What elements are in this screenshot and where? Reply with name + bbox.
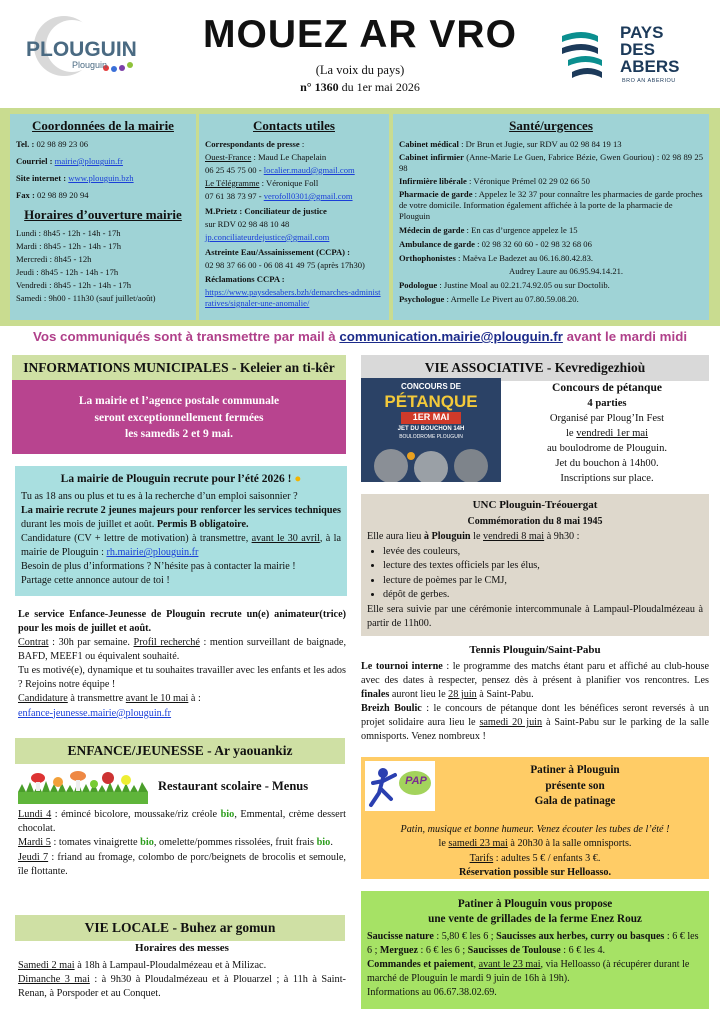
communication-email-link[interactable]: communication.mairie@plouguin.fr — [339, 329, 563, 344]
patinage-title: Patiner à Plouguin présente son Gala de patinage — [530, 764, 620, 808]
sun-icon: ● — [294, 473, 302, 485]
unc-title: UNC Plouguin-Tréouergat — [472, 499, 598, 511]
mairie-courriel: Courriel : mairie@plouguin.fr — [16, 155, 123, 166]
logo-word-des: DES — [620, 40, 655, 59]
reclamations-label: Réclamations CCPA : — [205, 273, 285, 284]
ouest-france: Ouest-France : Maud Le Chapelain — [205, 151, 327, 162]
mairie-site: Site internet : www.plouguin.bzh — [16, 172, 134, 183]
sante-item: Pharmacie de garde : Appelez le 32 37 pour connaître les pharmacies de garde proches de votre domicile. Information également affichée à la porte de la pharmacie de Plouguin — [399, 188, 703, 221]
patinage-text: Patin, musique et bonne humeur. Venez écouter les tubes de l’été ! le samedi 23 mai à 20h30 à la salle omnisports. Tarifs : adultes 5 € / enfants 3 €. Réservation possible sur Helloasso. — [400, 824, 670, 879]
sante-item: Infirmière libérale : Véronique Prémel 02 29 02 66 50 — [399, 175, 590, 186]
newsletter-subtitle: (La voix du pays) — [315, 63, 405, 77]
sante-title: Santé/urgences — [509, 118, 593, 133]
sante-item: Podologue : Justine Moal au 02.21.74.92.05 ou sur Doctolib. — [399, 279, 610, 290]
ouest-france-contact: 06 25 45 75 00 - localier.maud@gmail.com — [205, 164, 355, 175]
issue-line — [150, 80, 570, 96]
recruitment-box: La mairie de Plouguin recrute pour l’été 2026 ! ● Tu as 18 ans ou plus et tu es à la recherche d’un emploi saisonnier ? La mairie recrute 2 jeunes majeurs pour renforcer les services techniques durant les mois de juillet et août. Permis B obligatoire. Candidature (CV + lettre de motivation) à transmettre, avant le 30 avril, à la mairie de Plouguin : rh.mairie@plouguin.fr Besoin de plus d’informations ? N’hésite pas à contacter la mairie ! Partage cette annonce autour de toi ! — [15, 466, 347, 596]
hours-item: Samedi : 9h00 - 11h30 (sauf juillet/août) — [16, 292, 156, 303]
tennis-title: Tennis Plouguin/Saint-Pabu — [469, 644, 601, 656]
astreinte-label: Astreinte Eau/Assainissement (CCPA) : — [205, 246, 351, 257]
unc-list-item: • levée des couleurs, — [383, 545, 703, 559]
logo-tagline: BRO AN ABERIOU — [622, 78, 676, 84]
mairie-email-link[interactable]: mairie@plouguin.fr — [54, 155, 123, 166]
reclamations-link-line — [205, 287, 383, 309]
conciliateur-text: sur RDV 02 98 48 10 48 — [205, 218, 290, 229]
logo-word-abers: ABERS — [620, 57, 680, 76]
hours-title: Horaires d’ouverture mairie — [24, 206, 182, 222]
conciliateur-label: M.Prietz : Conciliateur de justice — [205, 205, 327, 216]
astreinte-text: 02 98 37 66 00 - 06 08 41 49 75 (après 17h30) — [205, 259, 365, 270]
messes-title: Horaires des messes — [135, 942, 229, 954]
hours-item: Jeudi : 8h45 - 12h - 14h - 17h — [16, 266, 119, 277]
petanque-info: Concours de pétanque 4 parties Organisé par Ploug’In Fest le vendredi 1er mai au boulodrome de Plouguin. Jet du bouchon à 14h00. Inscriptions sur place. — [546, 382, 668, 485]
enfance-jeunesse-header: ENFANCE/JEUNESSE - Ar yaouankiz — [15, 738, 345, 764]
hours-item: Lundi : 8h45 - 12h - 14h - 17h — [16, 227, 121, 238]
grillades-title: Patiner à Plouguin vous propose une vente de grillades de la ferme Enez Rouz — [428, 898, 642, 926]
unc-list-item: • lecture des textes officiels par les élus, — [383, 559, 703, 573]
plouguin-logo — [22, 12, 152, 84]
food-illustration — [18, 766, 148, 804]
mairie-box — [10, 114, 196, 320]
sante-item: Cabinet médical : Dr Brun et Jugie, sur RDV au 02 98 84 19 13 — [399, 138, 622, 149]
logo-text: PLOUGUIN — [26, 38, 137, 61]
grillades-box — [361, 891, 709, 1009]
unc-subtitle: Commémoration du 8 mai 1945 — [467, 516, 603, 528]
menu-item: Jeudi 7 : friand au fromage, colombo de porc/beignets de brocolis et semoule, île flottante. — [18, 851, 346, 877]
messes-text: Samedi 2 mai à 18h à Lampaul-Ploudalmézeau et à Milizac. Dimanche 3 mai : à 9h30 à Ploudalmézeau et à Plouarzel ; à 11h à Saint-Renan, à Porspoder et au Conquet. — [18, 960, 346, 1000]
patinage-box — [361, 757, 709, 879]
telegramme-email-link[interactable]: verofoll0301@gmail.com — [263, 190, 353, 201]
submission-banner: Vos communiqués sont à transmettre par mail à communication.mairie@plouguin.fr avant le mardi midi — [32, 329, 688, 344]
telegramme-contact: 07 61 38 73 97 - verofoll0301@gmail.com — [205, 190, 353, 201]
press-label: Correspondants de presse : — [205, 138, 305, 149]
newsletter-title: MOUEZ AR VRO — [203, 13, 517, 56]
mairie-website-link[interactable]: www.plouguin.bzh — [68, 172, 134, 183]
hours-item: Mercredi : 8h45 - 12h — [16, 253, 92, 264]
logo-word-pays: PAYS — [620, 23, 664, 42]
menu-item: Mardi 5 : tomates vinaigrette bio, omelette/pommes rissolées, fruit frais bio. — [18, 837, 333, 849]
conciliateur-email — [205, 232, 383, 243]
info-band — [0, 108, 720, 326]
menu-item: Lundi 4 : émincé bicolore, moussake/riz créole bio, Emmental, crème dessert chocolat. — [18, 809, 346, 835]
unc-list-item: • dépôt de gerbes. — [383, 588, 703, 602]
logo-subtext: Plouguin — [72, 60, 108, 70]
vie-locale-header: VIE LOCALE - Buhez ar gomun — [15, 915, 345, 941]
grillades-text: Saucisse nature : 5,80 € les 6 ; Saucisses aux herbes, curry ou basques : 6 € les 6 ; Merguez : 6 € les 6 ; Saucisses de Toulouse : 6 € les 4. Commandes et paiement, avant le 23 mai, via Helloasso (à récupérer durant le marché de Plouguin le mardi 9 juin de 16h à 19h). Informations au 06.67.38.02.69. — [367, 931, 699, 998]
contacts-box — [199, 114, 389, 320]
sante-item: Audrey Laure au 06.95.94.14.21. — [509, 265, 624, 276]
reclamations-link[interactable]: https://www.paysdesabers.bzh/demarches-administratives/signaler-une-anomalie/ — [205, 286, 381, 308]
contacts-title: Contacts utiles — [253, 118, 335, 133]
unc-list-item: • lecture de poèmes par le CMJ, — [383, 574, 703, 588]
sante-box — [393, 114, 709, 320]
restaurant-title: Restaurant scolaire - Menus — [158, 779, 309, 793]
mairie-title: Coordonnées de la mairie — [32, 118, 174, 133]
pays-des-abers-logo — [558, 22, 708, 92]
sante-item: Médecin de garde : En cas d’urgence appelez le 15 — [399, 224, 578, 235]
mairie-fax: Fax : 02 98 89 20 94 — [16, 189, 89, 200]
issue-date: du 1er mai 2026 — [338, 80, 420, 94]
ouest-france-email-link[interactable]: localier.maud@gmail.com — [263, 164, 355, 175]
enfance-jeunesse-email-link[interactable]: enfance-jeunesse.mairie@plouguin.fr — [18, 707, 172, 719]
enfance-jeunesse-recruitment: Le service Enfance-Jeunesse de Plouguin recrute un(e) animateur(trice) pour les mois de juillet et août. Contrat : 30h par semaine. Profil recherché : mention surveillant de baignade, BAFD, MEEF1 ou équivalent souhaité. Tu es motivé(e), dynamique et tu souhaites travailler avec les enfants et les ados ? Rejoins notre équipe ! Candidature à transmettre avant le 10 mai à : enfance-jeunesse.mairie@plouguin.fr — [18, 609, 347, 719]
conciliateur-email-link[interactable]: jp.conciliateurdejustice@gmail.com — [205, 231, 330, 242]
vie-associative-header: VIE ASSOCIATIVE - Kevredigezhioù — [361, 355, 709, 381]
telegramme: Le Télégramme : Véronique Foll — [205, 177, 319, 188]
rh-email-link[interactable]: rh.mairie@plouguin.fr — [106, 547, 199, 559]
hours-item: Mardi : 8h45 - 12h - 14h - 17h — [16, 240, 122, 251]
pap-logo: PAP — [365, 761, 435, 811]
closure-notice: La mairie et l’agence postale communale seront exceptionnellement fermées les samedis 2 et 9 mai. — [12, 380, 346, 454]
hours-item: Vendredi : 8h45 - 12h - 14h - 17h — [16, 279, 132, 290]
sante-item: Orthophonistes : Maëva Le Badezet au 06.16.80.42.83. — [399, 252, 594, 263]
menus — [18, 808, 346, 879]
tennis-text: Le tournoi interne : le programme des matchs étant paru et affiché au club-house avec des dates à respecter, pensez dès à présent à planifier vos rencontres. Les finales auront lieu le 28 juin à Saint-Pabu. Breizh Boulic : le concours de pétanque dont les bénéfices seront reversés à un projet solidaire aura lieu le samedi 20 juin à Saint-Pabu sur le parking de la salle omnisports. Venez nombreux ! — [361, 661, 710, 743]
petanque-poster: CONCOURS DE PÉTANQUE 1ER MAI JET DU BOUCHON 14H BOULODROME PLOUGUIN — [361, 378, 501, 482]
sante-item: Cabinet infirmier (Anne-Marie Le Guen, Fabrice Bézie, Gwen Gouriou) : 02 98 89 25 98 — [399, 151, 703, 173]
infos-municipales-header: INFORMATIONS MUNICIPALES - Keleier an ti-kêr — [12, 355, 346, 381]
unc-box: UNC Plouguin-Tréouergat Commémoration du 8 mai 1945 Elle aura lieu à Plouguin le vendredi 8 mai à 9h30 : • levée des couleurs, • lecture des textes officiels par les élus, • lecture de poèmes par le CMJ, • dépôt de gerbes. Elle sera suivie par une cérémonie intercommunale à Lampaul-Ploudalmézeau à partir de 11h00. — [361, 494, 709, 636]
recruitment-title: La mairie de Plouguin recrute pour l’été 2026 ! ● — [60, 473, 302, 485]
sante-item: Ambulance de garde : 02 98 32 60 60 - 02 98 32 68 06 — [399, 238, 592, 249]
mairie-tel: Tel. : 02 98 89 23 06 — [16, 138, 89, 149]
issue-number: n° 1360 — [300, 80, 339, 94]
sante-item: Psychologue : Armelle Le Pivert au 07.80.59.08.20. — [399, 293, 579, 304]
